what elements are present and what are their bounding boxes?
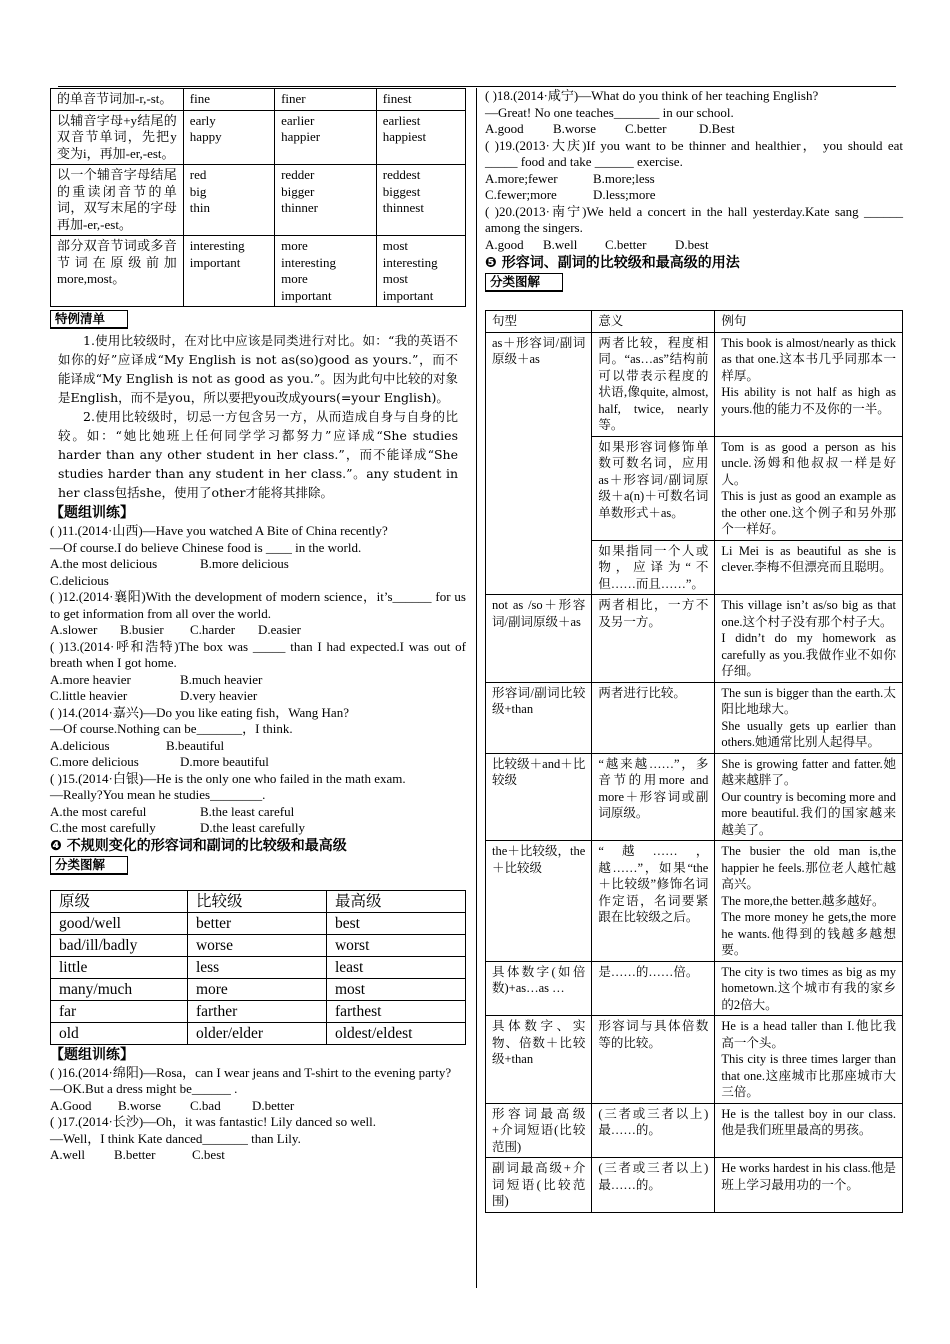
option-text: C.best (192, 1147, 225, 1162)
table-row (51, 912, 466, 934)
example-cell: He is a head taller than I.他比我高一个头。 This city is three times larger than that one.这座城市比那座城市大三倍。 (715, 1016, 903, 1104)
option-text: A.slower (50, 622, 98, 637)
example-cell: The city is two times as big as my hometown.这个城市有我的家乡的2倍大。 (715, 961, 903, 1016)
option-text: C.harder (190, 622, 236, 637)
pattern-cell: 比较级＋and＋比较级 (486, 753, 592, 841)
example-cell: Tom is as good a person as his uncle.汤姆和他叔叔一样是好人。 This is just as good an example as the other one.这个例子和另外那个一样好。 (715, 436, 903, 540)
table-row (486, 682, 903, 753)
options-line (50, 556, 466, 573)
comparative-cell: more interesting more important (275, 236, 377, 307)
column-header: 原级 (51, 890, 188, 912)
meaning-cell: 如果形容词修饰单数可数名词，应用as＋形容词/副词原级＋a(n)＋可数名词单数形式＋as。 (592, 436, 715, 540)
right-column (485, 88, 903, 1213)
option-text: B.more delicious (200, 556, 289, 571)
rule-cell: 以一个辅音字母结尾的重读闭音节的单词，双写末尾的字母再加-er,-est。 (51, 165, 184, 236)
question-group-2-right (485, 88, 903, 253)
options-line (50, 754, 466, 771)
table-cell: more (187, 978, 326, 1000)
question-stem: ( )14.(2014·嘉兴)—Do you like eating fish，Wang Han? —Of course.Nothing can be_______，I think. (50, 704, 349, 736)
rule-cell: 部分双音节词或多音节词在原级前加more,most。 (51, 236, 184, 307)
option-text: C.the most carefully (50, 820, 156, 835)
table-row (51, 1000, 466, 1022)
option-text: D.more beautiful (180, 754, 269, 769)
meaning-cell: 两者相比，一方不及另一方。 (592, 595, 715, 683)
option-text: D.less;more (593, 187, 656, 202)
table-row (486, 961, 903, 1016)
question-item (485, 88, 903, 138)
table-cell: farthest (326, 1000, 465, 1022)
pattern-cell: the＋比较级，the＋比较级 (486, 841, 592, 962)
option-text: A.good (485, 236, 524, 252)
question-item (50, 1114, 466, 1164)
question-item (50, 639, 466, 705)
usage-table (485, 310, 903, 1213)
column-header: 最高级 (326, 890, 465, 912)
question-stem: ( )19.(2013·大庆)If you want to be thinner and healthier， you should eat _____ food and take ______ exercise. (485, 137, 903, 169)
option-text: C.little heavier (50, 688, 128, 703)
option-text: C.fewer;more (485, 187, 557, 202)
table-row (486, 753, 903, 841)
comparative-cell: finer (275, 89, 377, 111)
meaning-cell: 两者比较，程度相同。“as…as”结构前可以带表示程度的状语,像quite, almost, half, twice, nearly等。 (592, 332, 715, 436)
table-row (51, 934, 466, 956)
question-stem: ( )18.(2014·咸宁)—What do you think of her teaching English? —Great! No one teaches_______ in our school. (485, 88, 819, 120)
option-text: B.worse (118, 1097, 161, 1113)
example-cell: This book is almost/nearly as thick as that one.这本书几乎同那本一样厚。 His ability is not half as high as yours.他的能力不及你的一半。 (715, 332, 903, 436)
options-line (50, 573, 466, 590)
option-text: A.the most delicious (50, 556, 158, 571)
pattern-cell: 形容词最高级+介词短语(比较范围) (486, 1103, 592, 1158)
base-cell: interesting important (183, 236, 274, 307)
pattern-cell: 具体数字、实物、倍数＋比较级+than (486, 1016, 592, 1104)
example-cell: This village isn’t as/so big as that one.这个村子没有那个村子大。 I didn’t do my homework as carefully as you.我做作业不如你仔细。 (715, 595, 903, 683)
meaning-cell: (三者或三者以上)最……的。 (592, 1158, 715, 1213)
meaning-cell: 如果指同一个人或物，应译为“不但……而且……”。 (592, 540, 715, 595)
option-text: B.busier (120, 622, 164, 637)
meaning-cell: “越……，越……”，如果“the＋比较级”修饰名词作定语，名词要紧跟在比较级之后。 (592, 841, 715, 962)
question-item (485, 204, 903, 254)
section5-title: ❺ 形容词、副词的比较级和最高级的用法 (485, 255, 740, 271)
table-cell: older/elder (187, 1022, 326, 1044)
option-text: D.better (252, 1097, 295, 1113)
options-line (485, 171, 903, 188)
meaning-cell: 形容词与具体倍数等的比较。 (592, 1016, 715, 1104)
option-text: B.better (114, 1147, 156, 1162)
superlative-cell: reddest biggest thinnest (376, 165, 465, 236)
table-cell: bad/ill/badly (51, 934, 188, 956)
table-row (486, 841, 903, 962)
table-cell: many/much (51, 978, 188, 1000)
option-text: A.the most careful (50, 803, 147, 819)
question-stem: ( )15.(2014·白银)—He is the only one who failed in the math exam. —Really?You mean he studies________. (50, 770, 406, 802)
superlative-cell: finest (376, 89, 465, 111)
diagram-label-2: 分类图解 (485, 273, 563, 292)
table-row (51, 978, 466, 1000)
diagram-label-1: 分类图解 (50, 856, 128, 875)
option-text: D.easier (258, 622, 301, 637)
option-text: A.more heavier (50, 671, 131, 687)
options-line (50, 672, 466, 689)
meaning-cell: “越来越……”，多音节的用more and more＋形容词或副词原级。 (592, 753, 715, 841)
option-text: C.bad (190, 1097, 221, 1113)
table-cell: less (187, 956, 326, 978)
example-cell: The sun is bigger than the earth.太阳比地球大。 She usually gets up earlier than others.她通常比别人起得早。 (715, 682, 903, 753)
pattern-cell: as＋形容词/副词原级＋as (486, 332, 592, 595)
option-text: A.more;fewer (485, 170, 558, 186)
column-header: 例句 (715, 311, 903, 333)
table-cell: far (51, 1000, 188, 1022)
superlative-cell: most interesting most important (376, 236, 465, 307)
option-text: D.the least carefully (200, 820, 306, 835)
meaning-cell: (三者或三者以上)最……的。 (592, 1103, 715, 1158)
options-line (50, 622, 466, 639)
table-row (51, 89, 466, 111)
option-text: A.well (50, 1147, 86, 1162)
superlative-cell: earliest happiest (376, 110, 465, 165)
option-text: B.the least careful (200, 803, 295, 819)
irregular-table (50, 890, 466, 1045)
question-stem: ( )20.(2013·南宁)We held a concert in the hall yesterday.Kate sang ______ among the singers. (485, 203, 903, 235)
table-cell: most (326, 978, 465, 1000)
forms-table (50, 88, 466, 307)
options-line (50, 1098, 466, 1115)
example-cell: He works hardest in his class.他是班上学习最用功的一个。 (715, 1158, 903, 1213)
option-text: D.Best (699, 121, 735, 136)
question-stem: ( )11.(2014·山西)—Have you watched A Bite of China recently? —Of course.I do believe Chinese food is ____ in the world. (50, 523, 388, 555)
option-text: A.Good (50, 1097, 92, 1113)
option-text: B.more;less (593, 170, 655, 186)
top-rule (58, 86, 896, 87)
example-cell: Li Mei is as beautiful as she is clever.李梅不但漂亮而且聪明。 (715, 540, 903, 595)
option-text: A.good (485, 121, 524, 136)
table-row (486, 1158, 903, 1213)
training-title-2: 【题组训练】 (50, 1046, 134, 1063)
question-item (50, 589, 466, 639)
pattern-cell: 副词最高级+介词短语(比较范围) (486, 1158, 592, 1213)
column-header: 句型 (486, 311, 592, 333)
question-item (485, 138, 903, 204)
options-line (50, 1147, 466, 1164)
pattern-cell: 具体数字(如倍数)+as…as … (486, 961, 592, 1016)
section4-title: ❹ 不规则变化的形容词和副词的比较级和最高级 (50, 837, 347, 854)
example-cell: The busier the old man is,the happier he feels.那位老人越忙越高兴。 The more,the better.越多越好。 The more money he gets,the more he wants.他得到的钱越多越想要。 (715, 841, 903, 962)
table-cell: least (326, 956, 465, 978)
comparative-cell: redder bigger thinner (275, 165, 377, 236)
meaning-cell: 是……的……倍。 (592, 961, 715, 1016)
table-cell: best (326, 912, 465, 934)
rule-cell: 的单音节词加-r,-st。 (51, 89, 184, 111)
table-row (486, 595, 903, 683)
example-cell: She is growing fatter and fatter.她越来越胖了。 Our country is becoming more and more beautiful.我们的国家越来越美了。 (715, 753, 903, 841)
question-group-1 (50, 523, 466, 837)
table-cell: worst (326, 934, 465, 956)
options-line (50, 738, 466, 755)
training-title-1: 【题组训练】 (50, 505, 134, 521)
option-text: C.better (605, 236, 647, 252)
special-note-1: 1.使用比较级时，在对比中应该是同类进行对比。如：“我的英语不如你的好”应译成“My English is not as(so)good as yours.”，而不能译成“My English is not as good as you.”。因为此句中比较的对象是English，而不是you，所以要把you改成yours(=your English)。 (58, 333, 458, 405)
question-group-2-left (50, 1065, 466, 1164)
option-text: A.delicious (50, 737, 110, 753)
table-row (51, 110, 466, 165)
rule-cell: 以辅音字母+y结尾的双音节单词，先把y变为i，再加-er,-est。 (51, 110, 184, 165)
pattern-cell: 形容词/副词比较级+than (486, 682, 592, 753)
question-stem: ( )12.(2014·襄阳)With the development of modern science，it’s______ for us to get information from all over the world. (50, 589, 466, 621)
special-label: 特例清单 (50, 310, 128, 329)
comparative-cell: earlier happier (275, 110, 377, 165)
table-cell: oldest/eldest (326, 1022, 465, 1044)
question-item (50, 705, 466, 771)
options-line (485, 187, 903, 204)
question-stem: ( )17.(2014·长沙)—Oh，it was fantastic! Lily danced so well. —Well，I think Kate danced_______ than Lily. (50, 1114, 377, 1146)
column-divider (476, 88, 477, 1288)
table-cell: better (187, 912, 326, 934)
base-cell: red big thin (183, 165, 274, 236)
base-cell: early happy (183, 110, 274, 165)
base-cell: fine (183, 89, 274, 111)
table-row (486, 1016, 903, 1104)
option-text: B.beautiful (166, 737, 225, 753)
table-cell: worse (187, 934, 326, 956)
column-header: 意义 (592, 311, 715, 333)
question-stem: ( )13.(2014·呼和浩特)The box was _____ than I had expected.I was out of breath when I got home. (50, 638, 466, 670)
table-row (486, 332, 903, 436)
table-cell: old (51, 1022, 188, 1044)
option-text: B.much heavier (180, 671, 263, 687)
options-line (50, 820, 466, 837)
table-row (51, 165, 466, 236)
option-text: D.best (675, 236, 709, 252)
meaning-cell: 两者进行比较。 (592, 682, 715, 753)
table-row (51, 1022, 466, 1044)
table-row (486, 1103, 903, 1158)
special-note-2: 2.使用比较级时，切忌一方包含另一方，从而造成自身与自身的比较。如：“她比她班上任何同学学习都努力”应译成“She studies harder than any other student in her class.”，而不能译成“She studies harder than any student in her class.”。any student in her class包括she，使用了other才能将其排除。 (58, 409, 458, 500)
left-column (50, 88, 466, 1164)
example-cell: He is the tallest boy in our class.他是我们班里最高的男孩。 (715, 1103, 903, 1158)
table-row (51, 956, 466, 978)
option-text: C.better (625, 121, 667, 136)
option-text: D.very heavier (180, 688, 258, 703)
table-cell: farther (187, 1000, 326, 1022)
question-item (50, 523, 466, 589)
table-cell: little (51, 956, 188, 978)
options-line (485, 121, 903, 138)
options-line (50, 688, 466, 705)
question-item (50, 1065, 466, 1115)
option-text: B.worse (553, 121, 596, 136)
option-text: C.more delicious (50, 754, 139, 769)
option-text: C.delicious (50, 572, 109, 588)
special-notes (58, 331, 458, 502)
pattern-cell: not as /so＋形容词/副词原级＋as (486, 595, 592, 683)
options-line (485, 237, 903, 254)
column-header: 比较级 (187, 890, 326, 912)
options-line (50, 804, 466, 821)
option-text: B.well (543, 236, 578, 252)
question-stem: ( )16.(2014·绵阳)—Rosa，can I wear jeans and T-shirt to the evening party? —OK.But a dress might be______ . (50, 1064, 452, 1096)
table-cell: good/well (51, 912, 188, 934)
table-row (51, 236, 466, 307)
question-item (50, 771, 466, 837)
